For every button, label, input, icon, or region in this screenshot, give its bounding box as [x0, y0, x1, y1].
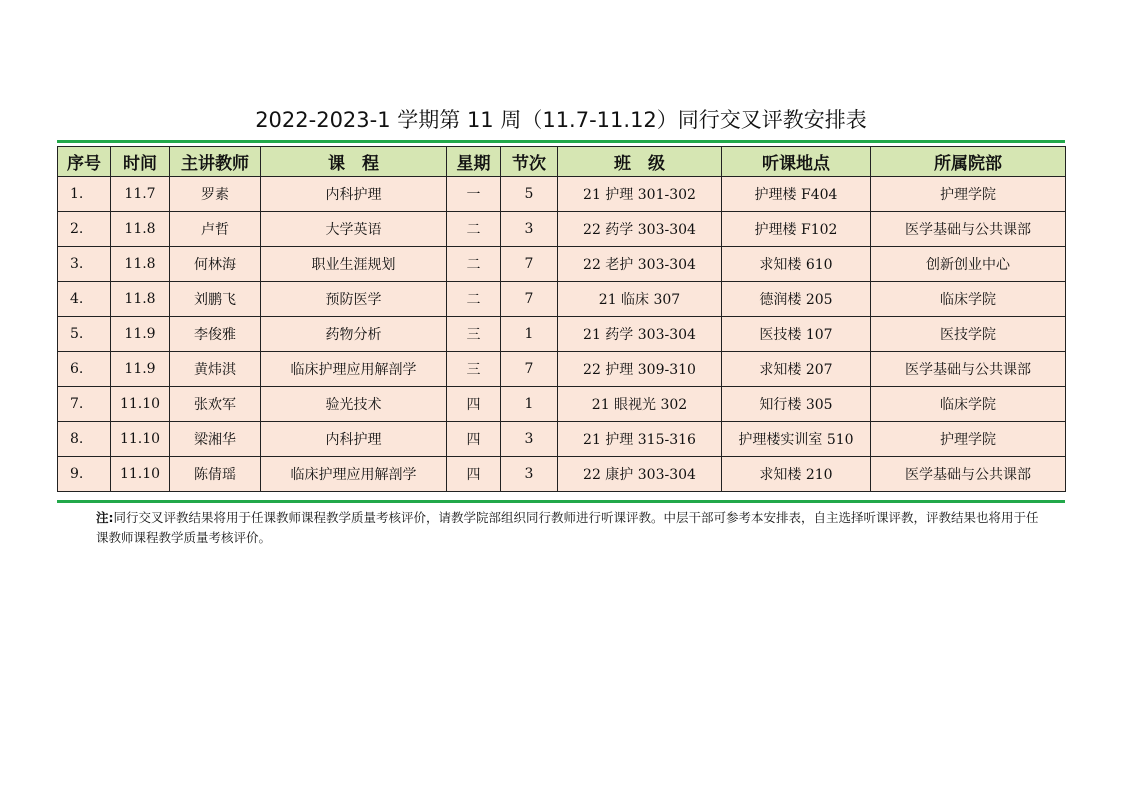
cell-weekday: 四: [447, 422, 501, 457]
cell-teacher: 刘鹏飞: [170, 282, 261, 317]
cell-period: 3: [501, 212, 558, 247]
cell-index: 4.: [58, 282, 111, 317]
table-row: [58, 387, 1066, 422]
cell-location: 知行楼 305: [722, 387, 871, 422]
cell-period: 5: [501, 177, 558, 212]
header-location: 听课地点: [722, 147, 871, 177]
cell-location: 德润楼 205: [722, 282, 871, 317]
cell-class: 21 护理 315-316: [558, 422, 722, 457]
cell-teacher: 陈倩瑶: [170, 457, 261, 492]
cell-index: 9.: [58, 457, 111, 492]
table-row: [58, 352, 1066, 387]
cell-class: 22 护理 309-310: [558, 352, 722, 387]
cell-teacher: 李俊雅: [170, 317, 261, 352]
cell-teacher: 卢哲: [170, 212, 261, 247]
cell-department: 护理学院: [871, 422, 1066, 457]
cell-class: 22 老护 303-304: [558, 247, 722, 282]
cell-period: 7: [501, 352, 558, 387]
table-row: [58, 422, 1066, 457]
cell-course: 临床护理应用解剖学: [261, 352, 447, 387]
cell-department: 护理学院: [871, 177, 1066, 212]
cell-date: 11.7: [111, 177, 170, 212]
table-row: [58, 457, 1066, 492]
cell-weekday: 一: [447, 177, 501, 212]
cell-department: 医学基础与公共课部: [871, 457, 1066, 492]
table-row: [58, 247, 1066, 282]
cell-class: 21 护理 301-302: [558, 177, 722, 212]
cell-course: 预防医学: [261, 282, 447, 317]
cell-index: 7.: [58, 387, 111, 422]
cell-period: 3: [501, 457, 558, 492]
cell-class: 21 临床 307: [558, 282, 722, 317]
cell-weekday: 二: [447, 282, 501, 317]
header-weekday: 星期: [447, 147, 501, 177]
table-header-row: [58, 147, 1066, 177]
cell-period: 1: [501, 387, 558, 422]
cell-index: 2.: [58, 212, 111, 247]
page-title: 2022-2023-1 学期第 11 周（11.7-11.12）同行交叉评教安排表: [255, 108, 867, 132]
table-row: [58, 282, 1066, 317]
footnote: [96, 508, 1046, 548]
footnote-label: 注:: [96, 510, 114, 525]
header-period: 节次: [501, 147, 558, 177]
cell-course: 内科护理: [261, 422, 447, 457]
table-row: [58, 317, 1066, 352]
cell-course: 内科护理: [261, 177, 447, 212]
cell-date: 11.9: [111, 352, 170, 387]
cell-department: 临床学院: [871, 387, 1066, 422]
cell-course: 药物分析: [261, 317, 447, 352]
cell-location: 护理楼实训室 510: [722, 422, 871, 457]
cell-location: 求知楼 210: [722, 457, 871, 492]
cell-period: 7: [501, 282, 558, 317]
bottom-divider: [57, 500, 1065, 503]
cell-class: 21 眼视光 302: [558, 387, 722, 422]
cell-course: 验光技术: [261, 387, 447, 422]
cell-weekday: 四: [447, 387, 501, 422]
cell-index: 1.: [58, 177, 111, 212]
cell-date: 11.8: [111, 212, 170, 247]
cell-course: 大学英语: [261, 212, 447, 247]
cell-date: 11.8: [111, 282, 170, 317]
cell-class: 22 康护 303-304: [558, 457, 722, 492]
cell-teacher: 张欢军: [170, 387, 261, 422]
cell-date: 11.8: [111, 247, 170, 282]
footnote-text: 同行交叉评教结果将用于任课教师课程教学质量考核评价，请教学院部组织同行教师进行听课评教。中层干部可参考本安排表，自主选择听课评教，评教结果也将用于任课教师课程教学质量考核评价。: [96, 510, 1039, 545]
cell-class: 21 药学 303-304: [558, 317, 722, 352]
cell-department: 医技学院: [871, 317, 1066, 352]
cell-index: 5.: [58, 317, 111, 352]
cell-location: 求知楼 610: [722, 247, 871, 282]
cell-location: 医技楼 107: [722, 317, 871, 352]
cell-date: 11.10: [111, 457, 170, 492]
cell-department: 创新创业中心: [871, 247, 1066, 282]
table-row: [58, 177, 1066, 212]
header-index: 序号: [58, 147, 111, 177]
cell-period: 3: [501, 422, 558, 457]
cell-index: 3.: [58, 247, 111, 282]
header-teacher: 主讲教师: [170, 147, 261, 177]
cell-class: 22 药学 303-304: [558, 212, 722, 247]
cell-date: 11.9: [111, 317, 170, 352]
cell-course: 临床护理应用解剖学: [261, 457, 447, 492]
cell-index: 6.: [58, 352, 111, 387]
cell-weekday: 三: [447, 352, 501, 387]
cell-date: 11.10: [111, 422, 170, 457]
cell-weekday: 二: [447, 212, 501, 247]
cell-period: 1: [501, 317, 558, 352]
header-course: 课 程: [261, 147, 447, 177]
schedule-table: [57, 146, 1066, 492]
cell-period: 7: [501, 247, 558, 282]
header-department: 所属院部: [871, 147, 1066, 177]
cell-location: 求知楼 207: [722, 352, 871, 387]
cell-department: 医学基础与公共课部: [871, 352, 1066, 387]
cell-teacher: 黄炜淇: [170, 352, 261, 387]
cell-index: 8.: [58, 422, 111, 457]
top-divider: [57, 140, 1065, 143]
cell-department: 医学基础与公共课部: [871, 212, 1066, 247]
cell-location: 护理楼 F102: [722, 212, 871, 247]
header-date: 时间: [111, 147, 170, 177]
cell-location: 护理楼 F404: [722, 177, 871, 212]
cell-course: 职业生涯规划: [261, 247, 447, 282]
cell-date: 11.10: [111, 387, 170, 422]
table-row: [58, 212, 1066, 247]
cell-weekday: 三: [447, 317, 501, 352]
cell-weekday: 四: [447, 457, 501, 492]
cell-teacher: 何林海: [170, 247, 261, 282]
header-class: 班 级: [558, 147, 722, 177]
cell-teacher: 梁湘华: [170, 422, 261, 457]
cell-weekday: 二: [447, 247, 501, 282]
cell-teacher: 罗素: [170, 177, 261, 212]
cell-department: 临床学院: [871, 282, 1066, 317]
